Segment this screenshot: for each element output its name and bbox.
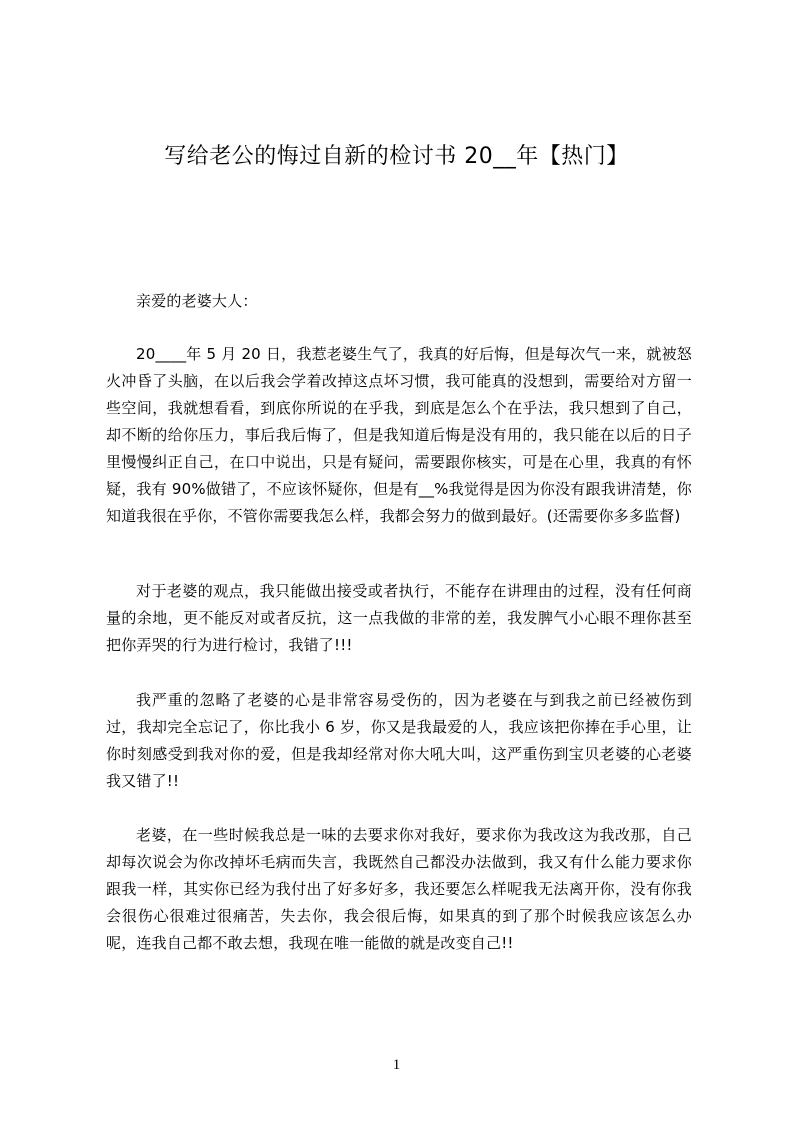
paragraph-3 — [106, 687, 692, 795]
paragraph-text: 对于老婆的观点，我只能做出接受或者执行，不能存在讲理由的过程，没有任何商量的余地，更不能反对或者反抗，这一点我做的非常的差，我发脾气小心眼不理你甚至把你弄哭的行为进行检讨，我错了!!! — [106, 582, 692, 654]
paragraph-text: 20____年 5 月 20 日，我惹老婆生气了，我真的好后悔，但是每次气一来，就被怒火冲昏了头脑，在以后我会学着改掉这点坏习惯，我可能真的没想到，需要给对方留一些空间，我就想看看，到底你所说的在乎我，到底是怎么个在乎法，我只想到了自己，却不断的给你压力，事后我后悔了，但是我知道后悔是没有用的，我只能在以后的日子里慢慢纠正自己，在口中说出，只是有疑问，需要跟你核实，可是在心里，我真的有怀疑，我有 90%做错了，不应该怀疑你，但是有__%我觉得是因为你没有跟我讲清楚，你知道我很在乎你，不管你需要我怎么样，我都会努力的做到最好。(还需要你多多监督) — [106, 345, 692, 525]
document-title: 写给老公的悔过自新的检讨书 20__年【热门】 — [164, 144, 629, 169]
paragraph-text: 我严重的忽略了老婆的心是非常容易受伤的，因为老婆在与到我之前已经被伤到过，我却完全忘记了，你比我小 6 岁，你又是我最爱的人，我应该把你捧在手心里，让你时刻感受到我对你的爱，但是我却经常对你大吼大叫，这严重伤到宝贝老婆的心老婆我又错了!! — [106, 691, 692, 790]
greeting — [106, 288, 692, 315]
greeting-text: 亲爱的老婆大人： — [136, 292, 258, 310]
paragraph-4 — [106, 822, 692, 957]
page-number: 1 — [392, 1057, 401, 1073]
paragraph-2 — [106, 578, 692, 659]
paragraph-1 — [106, 341, 692, 530]
paragraph-text: 老婆，在一些时候我总是一味的去要求你对我好，要求你为我改这为我改那，自己却每次说会为你改掉坏毛病而失言，我既然自己都没办法做到，我又有什么能力要求你跟我一样，其实你已经为我付出了好多好多，我还要怎么样呢我无法离开你，没有你我会很伤心很难过很痛苦，失去你，我会很后悔，如果真的到了那个时候我应该怎么办呢，连我自己都不敢去想，我现在唯一能做的就是改变自己!! — [106, 826, 692, 952]
